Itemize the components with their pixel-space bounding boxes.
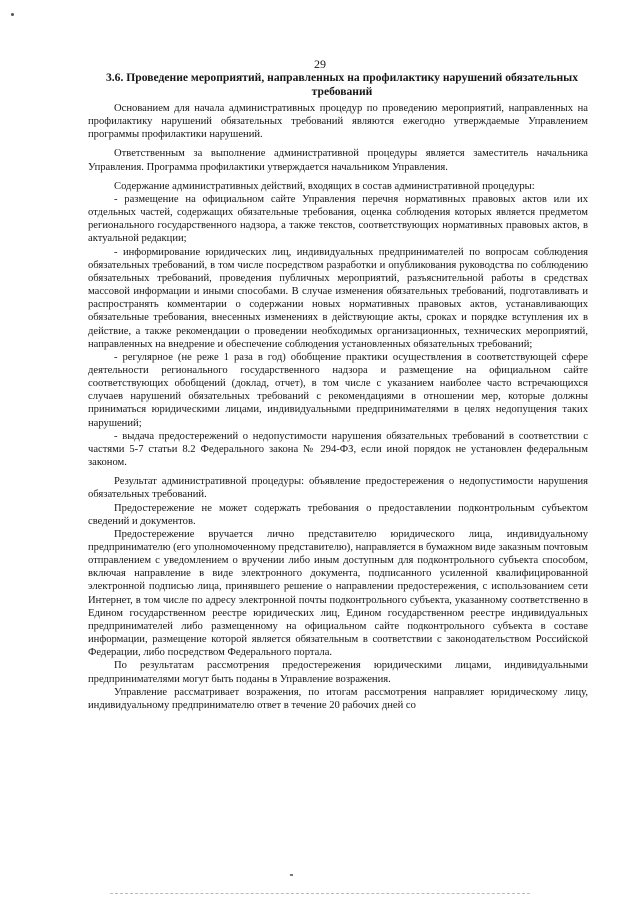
list-item-generalization: - регулярное (не реже 1 раза в год) обобщение практики осуществления в соответствующей сфере деятельности регионального государственного надзора и размещение на официальном сайте соответствующих обобщений (доклад, отчет), в том числе с указанием наиболее часто встречающихся случаев нарушений обязательных требований с рекомендациями в отношении мер, которые должны приниматься юридическими лицами, индивидуальными предпринимателями в целях недопущения таких нарушений; — [88, 351, 588, 429]
paragraph-warning-delivery: Предостережение вручается лично представителю юридического лица, индивидуальному предпринимателю (его уполномоченному представителю), направляется в бумажном виде заказным почтовым отправлением с уведомлением о вручении либо иным доступным для подконтрольного субъекта способом, включая направление в виде электронного документа, подписанного усиленной квалифицированной электронной подписью лица, принявшего решение о направлении предостережения, с использованием сети Интернет, в том числе по адресу электронной почты подконтрольного субъекта, указанному соответственно в Едином государственном реестре юридических лиц, Едином государственном реестре индивидуальных предпринимателей либо размещенному на официальном сайте подконтрольного субъекта в составе информации, размещение которой является обязательным в соответствии с законодательством Российской Федерации, либо посредством Федерального портала. — [88, 528, 588, 659]
page-number: 29 — [314, 57, 326, 71]
list-item-informing: - информирование юридических лиц, индивидуальных предпринимателей по вопросам соблюдения обязательных требований, в том числе посредством разработки и опубликования руководства по соблюдению обязательных требований, проведения публичных мероприятий, разъяснительной работы в средствах массовой информации и иными способами. В случае изменения обязательных требований, подготавливать и распространять комментарии о содержании новых нормативных правовых актов, устанавливающих обязательные требования, внесенных изменениях в действующие акты, сроках и порядке вступления их в действие, а также рекомендации о проведении необходимых организационных, технических мероприятий, направленных на внедрение и обеспечение соблюдения установленных обязательных требований; — [88, 246, 588, 350]
paragraph-result: Результат административной процедуры: объявление предостережения о недопустимости нарушения обязательных требований. — [88, 476, 588, 501]
document-body — [88, 102, 588, 712]
section-heading: 3.6. Проведение мероприятий, направленных на профилактику нарушений обязательных требований — [105, 71, 578, 98]
paragraph-warning-content: Предостережение не может содержать требования о предоставлении подконтрольным субъектом сведений и документов. — [88, 502, 588, 527]
list-item-warnings: - выдача предостережений о недопустимости нарушения обязательных требований в соответствии с частями 5-7 статьи 8.2 Федерального закона № 294-ФЗ, если иной порядок не установлен федеральным законом. — [88, 430, 588, 469]
list-item-publication: - размещение на официальном сайте Управления перечня нормативных правовых актов или их отдельных частей, содержащих обязательные требования, оценка соблюдения которых является предметом регионального государственного надзора, а также текстов, соответствующих нормативных правовых актов, в актуальной редакции; — [88, 193, 588, 245]
scan-artifact-line — [110, 893, 530, 894]
paragraph-objection-review: Управление рассматривает возражения, по итогам рассмотрения направляет юридическому лицу, индивидуальному предпринимателю ответ в течение 20 рабочих дней со — [88, 686, 588, 711]
paragraph-objections: По результатам рассмотрения предостережения юридическими лицами, индивидуальными предпринимателями могут быть поданы в Управление возражения. — [88, 660, 588, 685]
scan-artifact-dot — [11, 13, 14, 16]
paragraph-responsible: Ответственным за выполнение административной процедуры является заместитель начальника Управления. Программа профилактики утверждается начальником Управления. — [88, 148, 588, 173]
paragraph-content-intro: Содержание административных действий, входящих в состав административной процедуры: — [114, 180, 535, 192]
paragraph-basis: Основанием для начала административных процедур по проведению мероприятий, направленных на профилактику нарушений обязательных требований являются ежегодно утверждаемые Управлением программы профилактики нарушений. — [88, 103, 588, 141]
scan-artifact-mark — [290, 874, 293, 876]
